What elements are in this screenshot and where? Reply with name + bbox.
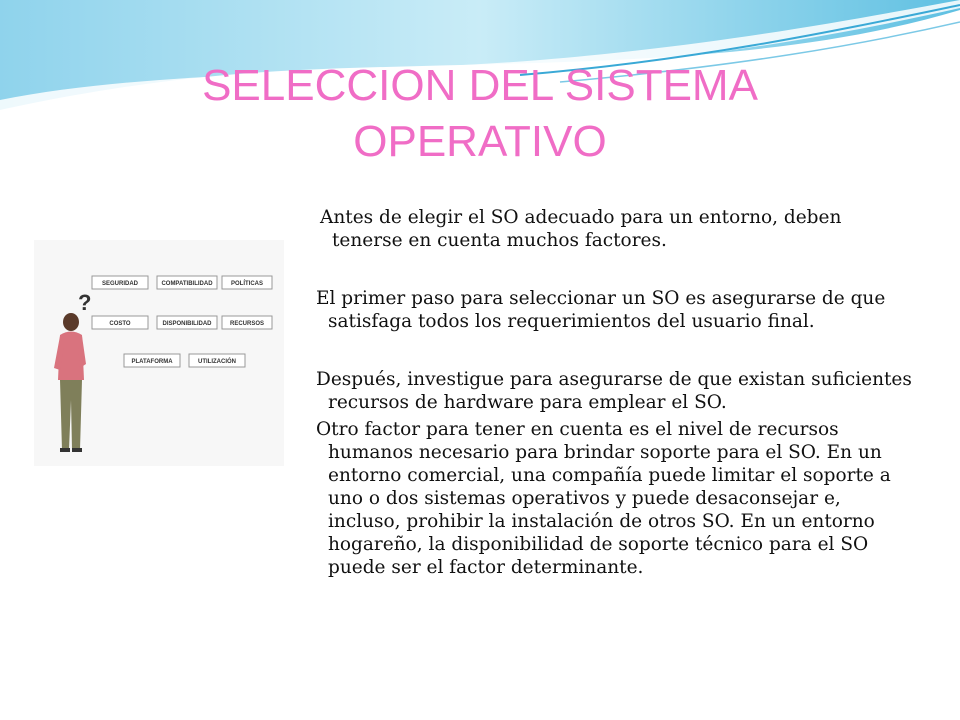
svg-text:UTILIZACIÓN: UTILIZACIÓN (198, 359, 236, 365)
svg-text:PLATAFORMA: PLATAFORMA (131, 359, 173, 365)
illustration-panel (34, 240, 284, 466)
paragraph-3: Después, investigue para asegurarse de que existan suficientes recursos de hardware para emplear el SO. (316, 369, 912, 413)
paragraph-4: Otro factor para tener en cuenta es el nivel de recursos humanos necesario para brindar soporte para el SO. En un entorno comercial, una compañía puede limitar el soporte a uno o dos sistemas operativos y puede desaconsejar e, incluso, prohibir la instalación de otros SO. En un entorno hogareño, la disponibilidad de soporte técnico para el SO puede ser el factor determinante. (316, 419, 891, 578)
factor-box-politicas (222, 276, 272, 289)
factor-box-costo (92, 316, 148, 329)
slide-title (90, 58, 870, 170)
factor-box-seguridad (92, 276, 148, 289)
factor-box-utilizacion (189, 354, 245, 367)
person-with-options-illustration (34, 240, 284, 466)
title-line-1: SELECCION DEL SISTEMA (202, 61, 758, 110)
factor-boxes (92, 276, 272, 367)
factor-box-plataforma (124, 354, 180, 367)
svg-text:SEGURIDAD: SEGURIDAD (101, 281, 139, 287)
paragraph-2: El primer paso para seleccionar un SO es asegurarse de que satisfaga todos los requerimientos del usuario final. (316, 288, 886, 332)
svg-text:RECURSOS: RECURSOS (229, 321, 265, 327)
slide-body (312, 206, 912, 579)
question-mark: ? (78, 290, 92, 315)
paragraph-1: Antes de elegir el SO adecuado para un entorno, deben tenerse en cuenta muchos factores. (320, 207, 842, 251)
person-figure (54, 313, 86, 452)
factor-box-disponibilidad (157, 316, 217, 329)
svg-text:DISPONIBILIDAD: DISPONIBILIDAD (162, 321, 212, 327)
svg-text:POLÍTICAS: POLÍTICAS (230, 281, 264, 287)
svg-text:COSTO: COSTO (109, 321, 131, 327)
factor-box-compatibilidad (157, 276, 217, 289)
factor-box-recursos (222, 316, 272, 329)
svg-text:COMPATIBILIDAD: COMPATIBILIDAD (161, 281, 213, 287)
title-line-2: OPERATIVO (353, 117, 607, 166)
